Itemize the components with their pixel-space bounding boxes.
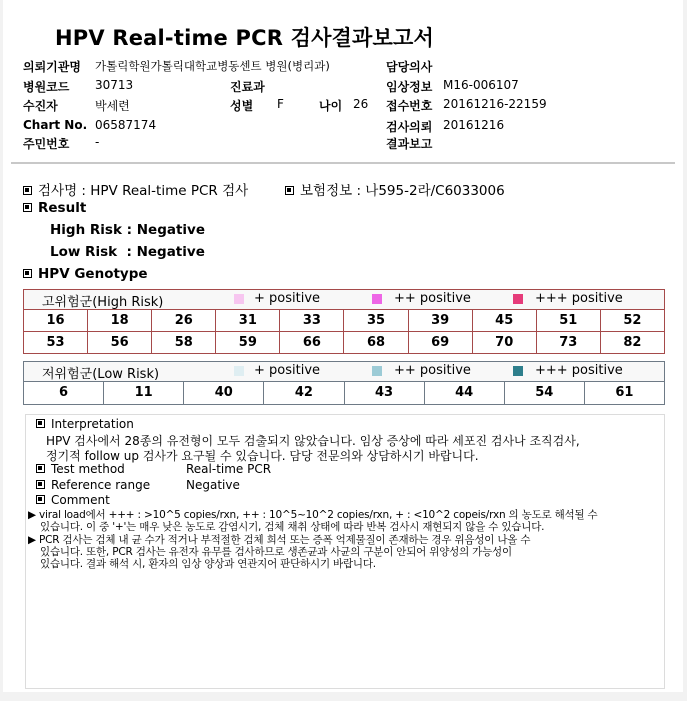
request-label: 검사의뢰	[386, 120, 433, 134]
genotype-cell: 11	[104, 382, 184, 404]
checkbox-square-icon	[36, 419, 45, 428]
patient-label: 수진자	[23, 99, 58, 113]
interpretation-box	[25, 414, 665, 689]
reference-range-label	[36, 478, 150, 492]
genotype-cell: 44	[425, 382, 505, 404]
high-risk-header-label: 고위험군(High Risk)	[42, 295, 164, 310]
insurance-info: 보험정보 : 나595-2라/C6033006	[300, 183, 505, 199]
genotype-cell: 39	[409, 310, 473, 331]
insurance-line	[285, 179, 505, 199]
legend-swatch-plus	[234, 294, 244, 304]
low-risk-rows	[24, 382, 664, 404]
hospital-code-value: 30713	[95, 78, 134, 92]
checkbox-square-icon	[36, 480, 45, 489]
genotype-cell: 45	[473, 310, 537, 331]
doctor-label: 담당의사	[386, 60, 433, 74]
genotype-cell: 66	[280, 332, 344, 353]
genotype-cell: 6	[24, 382, 104, 404]
resident-label: 주민번호	[23, 137, 70, 151]
genotype-cell: 73	[537, 332, 601, 353]
genotype-heading-text: HPV Genotype	[38, 266, 148, 282]
high-risk-table-header	[24, 290, 664, 310]
comment-2-line-2: 있습니다. 또한, PCR 검사는 유전자 유무를 검사하므로 생존균과 사균의 구분이 안되어 위양성의 가능성이	[40, 546, 512, 558]
test-name: 검사명 : HPV Real-time PCR 검사	[38, 183, 249, 199]
receipt-value: 20161216-22159	[443, 97, 547, 111]
checkbox-square-icon	[36, 495, 45, 504]
institution-label: 의뢰기관명	[23, 60, 81, 74]
comment-2-line-1: ▶ PCR 검사는 검체 내 균 수가 적거나 부적절한 검체 희석 또는 증폭 억제물질이 존재하는 경우 위음성이 나올 수	[28, 534, 531, 546]
institution-value: 가톨릭학원가톨릭대학교병동센트 병원(병리과)	[95, 59, 330, 73]
genotype-cell: 68	[344, 332, 408, 353]
legend-label-plus-plus: ++ positive	[394, 363, 471, 378]
header-divider	[11, 162, 675, 164]
table-row	[24, 382, 664, 404]
legend-swatch-plus-plus	[372, 294, 382, 304]
legend-label-plus-plus-plus: +++ positive	[535, 363, 623, 378]
legend-swatch-plus-plus-plus	[513, 366, 523, 376]
low-risk-table-header	[24, 362, 664, 382]
checkbox-square-icon	[23, 203, 32, 212]
table-row	[24, 332, 664, 353]
age-value: 26	[353, 97, 369, 111]
low-risk-result: Low Risk : Negative	[50, 244, 205, 260]
comment-2-line-3: 있습니다. 결과 해석 시, 환자의 임상 양상과 연관지어 판단하시기 바랍니다.	[40, 558, 376, 570]
high-risk-table	[23, 289, 665, 354]
interpretation-text-2: 정기적 follow up 검사가 요구될 수 있습니다. 담당 전문의와 상담하시기 바랍니다.	[46, 449, 479, 463]
comment-heading	[36, 493, 110, 507]
request-value: 20161216	[443, 118, 505, 132]
report-title: HPV Real-time PCR 검사결과보고서	[55, 26, 434, 50]
age-label: 나이	[319, 99, 343, 113]
table-row	[24, 310, 664, 332]
low-risk-table	[23, 361, 665, 405]
report-page	[3, 0, 683, 692]
legend-swatch-plus-plus	[372, 366, 382, 376]
interpretation-heading	[36, 417, 134, 431]
genotype-cell: 56	[88, 332, 152, 353]
genotype-cell: 35	[344, 310, 408, 331]
chart-label: Chart No.	[23, 118, 88, 132]
genotype-cell: 69	[409, 332, 473, 353]
genotype-cell: 43	[345, 382, 425, 404]
test-method-label	[36, 462, 125, 476]
genotype-cell: 59	[216, 332, 280, 353]
clinical-info-value: M16-006107	[443, 78, 519, 92]
comment-1-line-2: 있습니다. 이 중 '+'는 매우 낮은 농도로 감염시기, 검체 채취 상태에 따라 반복 검사시 재현되지 않을 수 있습니다.	[40, 521, 545, 533]
genotype-cell: 70	[473, 332, 537, 353]
comment-heading-text: Comment	[51, 493, 110, 507]
resident-value: -	[95, 135, 100, 149]
result-heading	[23, 200, 86, 216]
legend-swatch-plus-plus-plus	[513, 294, 523, 304]
low-risk-header-label: 저위험군(Low Risk)	[42, 367, 160, 382]
chart-value: 06587174	[95, 118, 157, 132]
test-method-label-text: Test method	[51, 462, 125, 476]
genotype-cell: 40	[184, 382, 264, 404]
department-label: 진료과	[230, 80, 265, 94]
legend-label-plus-plus-plus: +++ positive	[535, 291, 623, 306]
genotype-cell: 31	[216, 310, 280, 331]
test-name-line	[23, 179, 248, 199]
genotype-heading	[23, 266, 148, 282]
result-heading-text: Result	[38, 200, 87, 216]
reference-range-value: Negative	[186, 478, 240, 492]
test-method-value: Real-time PCR	[186, 462, 272, 476]
high-risk-result: High Risk : Negative	[50, 222, 205, 238]
legend-label-plus-plus: ++ positive	[394, 291, 471, 306]
high-risk-rows	[24, 310, 664, 353]
hospital-code-label: 병원코드	[23, 80, 70, 94]
genotype-cell: 42	[264, 382, 344, 404]
genotype-cell: 16	[24, 310, 88, 331]
receipt-label: 접수번호	[386, 99, 433, 113]
legend-label-plus: + positive	[254, 291, 321, 306]
sex-value: F	[277, 97, 284, 111]
genotype-cell: 18	[88, 310, 152, 331]
legend-swatch-plus	[234, 366, 244, 376]
interpretation-text-1: HPV 검사에서 28종의 유전형이 모두 검출되지 않았습니다. 임상 증상에 따라 세포진 검사나 조직검사,	[46, 434, 580, 448]
comment-1-line-1: ▶ viral load에서 +++ : >10^5 copies/rxn, ++ : 10^5~10^2 copies/rxn, + : <10^2 copeis/rxn 의 농도로 해석될 수	[28, 509, 598, 521]
genotype-cell: 26	[152, 310, 216, 331]
sex-label: 성별	[230, 99, 254, 113]
genotype-cell: 53	[24, 332, 88, 353]
checkbox-square-icon	[285, 186, 294, 195]
genotype-cell: 52	[623, 313, 642, 328]
checkbox-square-icon	[23, 269, 32, 278]
patient-value: 박세련	[95, 99, 130, 113]
checkbox-square-icon	[36, 464, 45, 473]
reference-range-label-text: Reference range	[51, 478, 151, 492]
clinical-info-label: 임상정보	[386, 80, 433, 94]
genotype-cell: 61	[615, 385, 634, 400]
interpretation-heading-text: Interpretation	[51, 417, 134, 431]
genotype-cell: 51	[537, 310, 601, 331]
genotype-cell: 54	[505, 382, 585, 404]
legend-label-plus: + positive	[254, 363, 321, 378]
result-report-label: 결과보고	[386, 137, 433, 151]
genotype-cell: 33	[280, 310, 344, 331]
genotype-cell: 58	[152, 332, 216, 353]
genotype-cell: 82	[623, 335, 642, 350]
checkbox-square-icon	[23, 186, 32, 195]
